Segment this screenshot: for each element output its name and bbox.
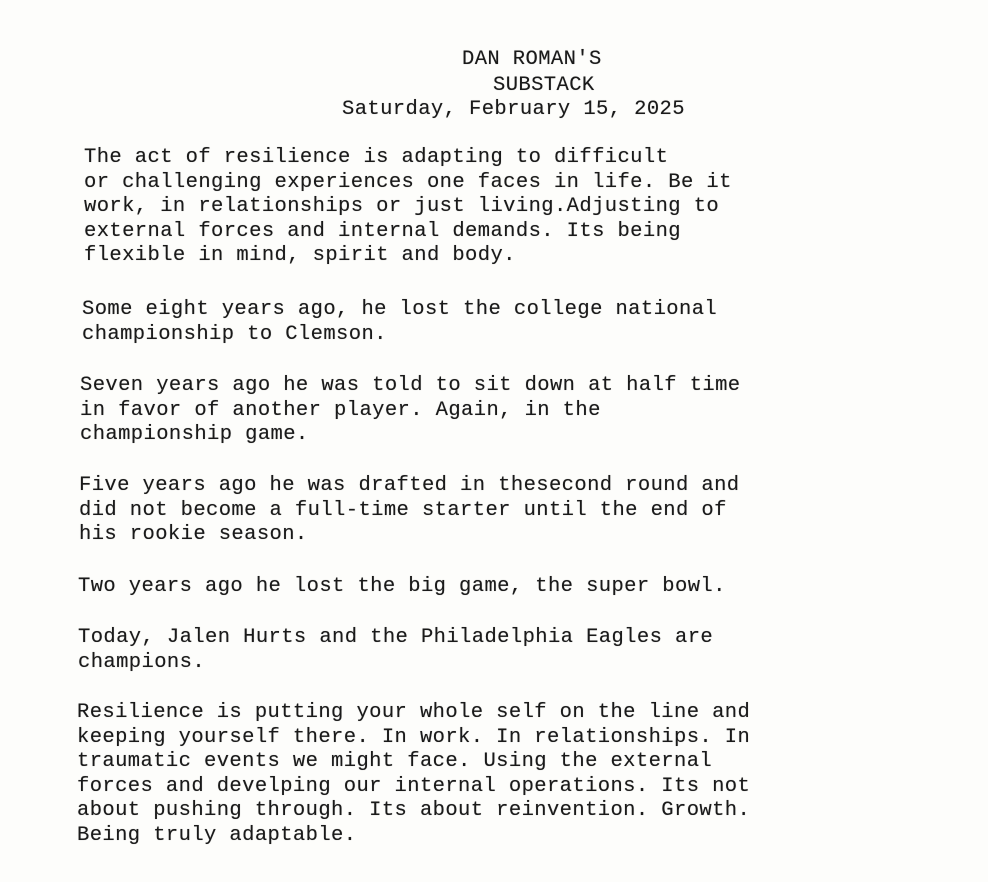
- paragraph-6: [78, 626, 958, 675]
- paragraph-line: champions.: [78, 650, 206, 674]
- paragraph-line: Two years ago he lost the big game, the super bowl.: [78, 575, 726, 598]
- paragraph-line: championship to Clemson.: [82, 322, 387, 346]
- header-title: DAN ROMAN'S: [462, 48, 602, 71]
- paragraph-line: work, in relationships or just living.Adjusting to: [84, 195, 720, 218]
- paragraph-3: [80, 374, 960, 448]
- paragraph-line: Seven years ago he was told to sit down at half time: [80, 374, 741, 397]
- paragraph-line: his rookie season.: [79, 523, 308, 546]
- paragraph-line: did not become a full-time starter until the end of: [79, 498, 727, 522]
- paragraph-line: or challenging experiences one faces in life. Be it: [84, 170, 732, 194]
- paragraph-1: [84, 146, 964, 269]
- paragraph-7: [77, 701, 957, 848]
- paragraph-line: in favor of another player. Again, in the: [80, 398, 601, 422]
- header-date: Saturday, February 15, 2025: [342, 98, 685, 121]
- paragraph-line: The act of resilience is adapting to difficult: [84, 146, 669, 169]
- paragraph-line: flexible in mind, spirit and body.: [84, 244, 516, 267]
- header-publication: SUBSTACK: [493, 74, 595, 97]
- paragraph-line: about pushing through. Its about reinvention. Growth.: [77, 799, 751, 822]
- paragraph-line: Five years ago he was drafted in thesecond round and: [79, 474, 740, 497]
- paragraph-line: forces and develping our internal operations. Its not: [77, 774, 751, 798]
- paragraph-line: Some eight years ago, he lost the college national: [82, 298, 718, 321]
- paragraph-line: keeping yourself there. In work. In relationships. In: [77, 725, 751, 749]
- paragraph-2: [82, 298, 962, 347]
- paragraph-line: traumatic events we might face. Using the external: [77, 750, 713, 773]
- paragraph-line: Being truly adaptable.: [77, 823, 357, 847]
- paragraph-line: Today, Jalen Hurts and the Philadelphia Eagles are: [78, 626, 714, 649]
- paragraph-line: Resilience is putting your whole self on the line and: [77, 701, 751, 724]
- paragraph-line: external forces and internal demands. Its being: [84, 219, 681, 243]
- paragraph-line: championship game.: [80, 423, 309, 446]
- paragraph-5: [78, 575, 958, 600]
- paragraph-4: [79, 474, 959, 548]
